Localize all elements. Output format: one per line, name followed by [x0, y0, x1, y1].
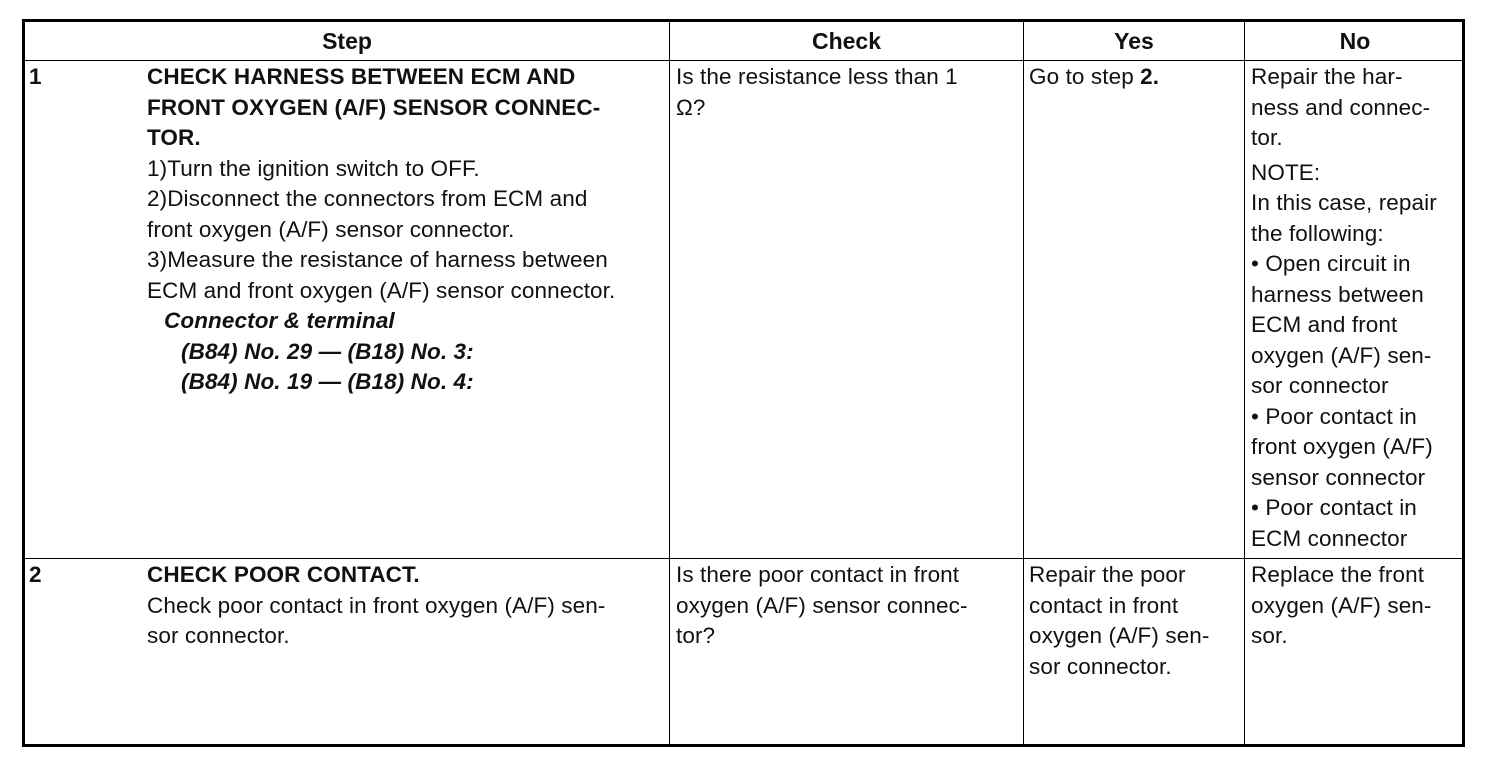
note-text: the following:	[1251, 220, 1384, 246]
header-step: Step	[322, 27, 372, 54]
yes-text: contact in front	[1029, 592, 1179, 618]
step-number: 1	[29, 64, 42, 89]
note-text: front oxygen (A/F)	[1251, 434, 1433, 459]
step-instruction: Check poor contact in front oxygen (A/F) sen-	[147, 592, 606, 618]
connector-label: Connector & terminal	[164, 308, 395, 333]
step-instruction: 2)Disconnect the connectors from ECM and	[147, 186, 588, 211]
yes-text: oxygen (A/F) sen-	[1029, 623, 1210, 648]
no-text: Repair the har-	[1251, 64, 1403, 89]
note-text: sensor connector	[1251, 464, 1426, 490]
note-label: NOTE:	[1251, 159, 1321, 185]
header-yes: Yes	[1114, 27, 1154, 54]
note-text: • Open circuit in	[1251, 251, 1411, 276]
no-text: sor.	[1251, 623, 1288, 648]
no-text: ness and connec-	[1251, 94, 1431, 120]
yes-text: sor connector.	[1029, 653, 1172, 679]
note-text: ECM connector	[1251, 525, 1408, 551]
note-text: ECM and front	[1251, 312, 1398, 337]
yes-step-ref: 2.	[1140, 64, 1160, 89]
no-cell	[1251, 62, 1437, 554]
no-text: Replace the front	[1251, 562, 1425, 587]
check-question: Is the resistance less than 1	[676, 64, 958, 89]
header-no: No	[1339, 27, 1371, 54]
step-instruction: front oxygen (A/F) sensor connector.	[147, 216, 515, 242]
no-cell	[1251, 560, 1432, 652]
yes-cell	[1029, 62, 1159, 93]
step-title: CHECK POOR CONTACT.	[147, 562, 420, 587]
check-cell	[676, 62, 958, 123]
step-instruction: 3)Measure the resistance of harness between	[147, 247, 608, 272]
column-divider	[669, 22, 670, 744]
header-check: Check	[811, 27, 882, 54]
no-text: tor.	[1251, 125, 1283, 150]
note-text: oxygen (A/F) sen-	[1251, 342, 1432, 368]
connector-terminal: (B84) No. 19 — (B18) No. 4:	[181, 369, 474, 394]
note-text: harness between	[1251, 281, 1424, 307]
step-number: 2	[29, 562, 42, 587]
column-divider	[1244, 22, 1245, 744]
step-cell	[147, 560, 605, 652]
check-question: Is there poor contact in front	[676, 562, 960, 587]
check-question: tor?	[676, 623, 716, 648]
note-text: • Poor contact in	[1251, 403, 1417, 429]
step-title: FRONT OXYGEN (A/F) SENSOR CONNEC-	[147, 94, 601, 120]
no-text: oxygen (A/F) sen-	[1251, 592, 1432, 618]
yes-text: Go to step	[1029, 64, 1141, 89]
row-divider	[25, 60, 1462, 61]
check-cell	[676, 560, 968, 652]
check-question: Ω?	[676, 94, 706, 120]
step-instruction: sor connector.	[147, 623, 290, 648]
connector-terminal: (B84) No. 29 — (B18) No. 3:	[181, 338, 474, 364]
column-divider	[1023, 22, 1024, 744]
step-title: TOR.	[147, 125, 201, 150]
yes-text: Repair the poor	[1029, 562, 1186, 587]
note-text: In this case, repair	[1251, 190, 1437, 215]
step-title: CHECK HARNESS BETWEEN ECM AND	[147, 64, 576, 89]
step-instruction: 1)Turn the ignition switch to OFF.	[147, 155, 480, 181]
diagnostic-table	[22, 19, 1465, 747]
note-text: • Poor contact in	[1251, 495, 1417, 520]
yes-cell	[1029, 560, 1210, 682]
step-cell	[147, 62, 615, 398]
note-text: sor connector	[1251, 373, 1389, 398]
check-question: oxygen (A/F) sensor connec-	[676, 592, 968, 618]
step-instruction: ECM and front oxygen (A/F) sensor connector.	[147, 277, 616, 303]
row-divider	[25, 558, 1462, 559]
